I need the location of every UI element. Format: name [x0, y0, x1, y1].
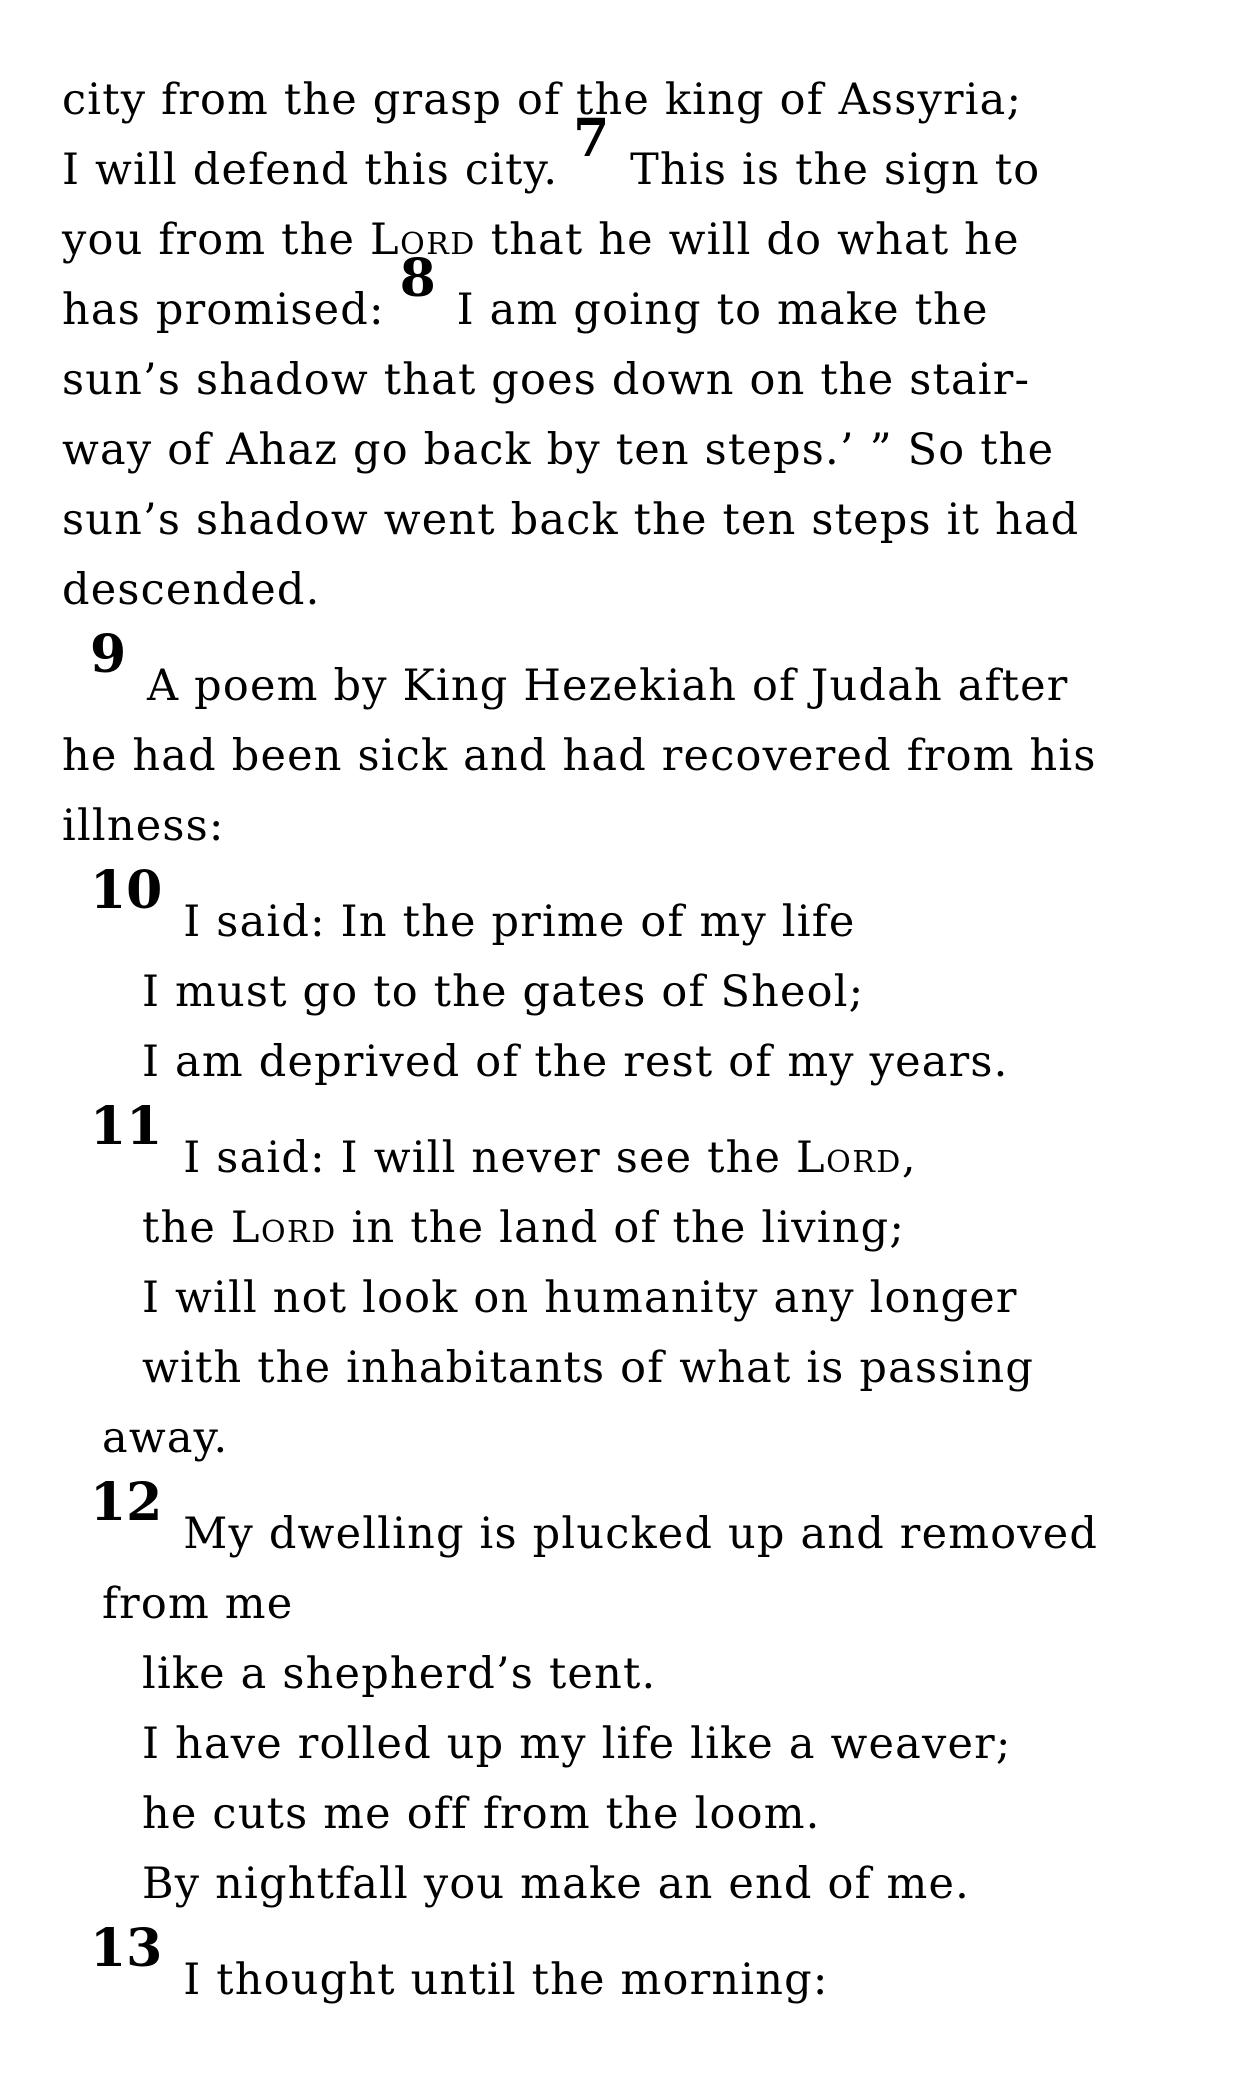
text-line: way of Ahaz go back by ten steps.’ ” So the — [62, 425, 1055, 475]
divine-name-small-caps: Lord — [230, 1203, 337, 1253]
text-line: sun’s shadow that goes down on the stair- — [62, 355, 1031, 405]
text-line: away. — [102, 1413, 229, 1463]
verse-number: 12 — [90, 1472, 163, 1533]
text-line: descended. — [62, 565, 321, 615]
text-line: you from the Lord that he will do what he — [62, 215, 1020, 265]
text-line: 12 My dwelling is plucked up and removed — [90, 1472, 1099, 1559]
text-line: like a shepherd’s tent. — [142, 1649, 657, 1699]
text-line: I am deprived of the rest of my years. — [142, 1037, 1009, 1087]
text-line: 9 A poem by King Hezekiah of Judah after — [90, 624, 1069, 711]
text-line: illness: — [62, 801, 225, 851]
text-line: 11 I said: I will never see the Lord, — [90, 1096, 917, 1183]
text-line: 13 I thought until the morning: — [90, 1918, 829, 2005]
divine-name-small-caps: Lord — [796, 1133, 902, 1183]
divine-name-small-caps: Lord — [370, 215, 476, 265]
verse-number: 13 — [90, 1918, 163, 1979]
text-line: I have rolled up my life like a weaver; — [142, 1719, 1012, 1769]
verse-number: 8 — [399, 248, 436, 309]
text-line: the Lord in the land of the living; — [142, 1203, 906, 1253]
text-line: from me — [102, 1579, 294, 1629]
verse-number: 10 — [90, 860, 163, 921]
text-line: I will defend this city. 7 This is the sign to — [62, 108, 1041, 195]
text-line: By nightfall you make an end of me. — [142, 1859, 971, 1909]
text-line: I will not look on humanity any longer — [142, 1273, 1018, 1323]
scripture-text — [62, 65, 1222, 2015]
text-line: has promised: 8 I am going to make the — [62, 248, 989, 335]
text-line: he had been sick and had recovered from his — [62, 731, 1097, 781]
text-line: I must go to the gates of Sheol; — [142, 967, 865, 1017]
verse-number: 9 — [90, 624, 127, 685]
text-line: sun’s shadow went back the ten steps it had — [62, 495, 1080, 545]
text-line: 10 I said: In the prime of my life — [90, 860, 856, 947]
text-line: he cuts me off from the loom. — [142, 1789, 821, 1839]
text-line: city from the grasp of the king of Assyria; — [62, 75, 1023, 125]
verse-number: 7 — [573, 108, 610, 169]
verse-number: 11 — [90, 1096, 163, 1157]
text-line: with the inhabitants of what is passing — [142, 1343, 1035, 1393]
